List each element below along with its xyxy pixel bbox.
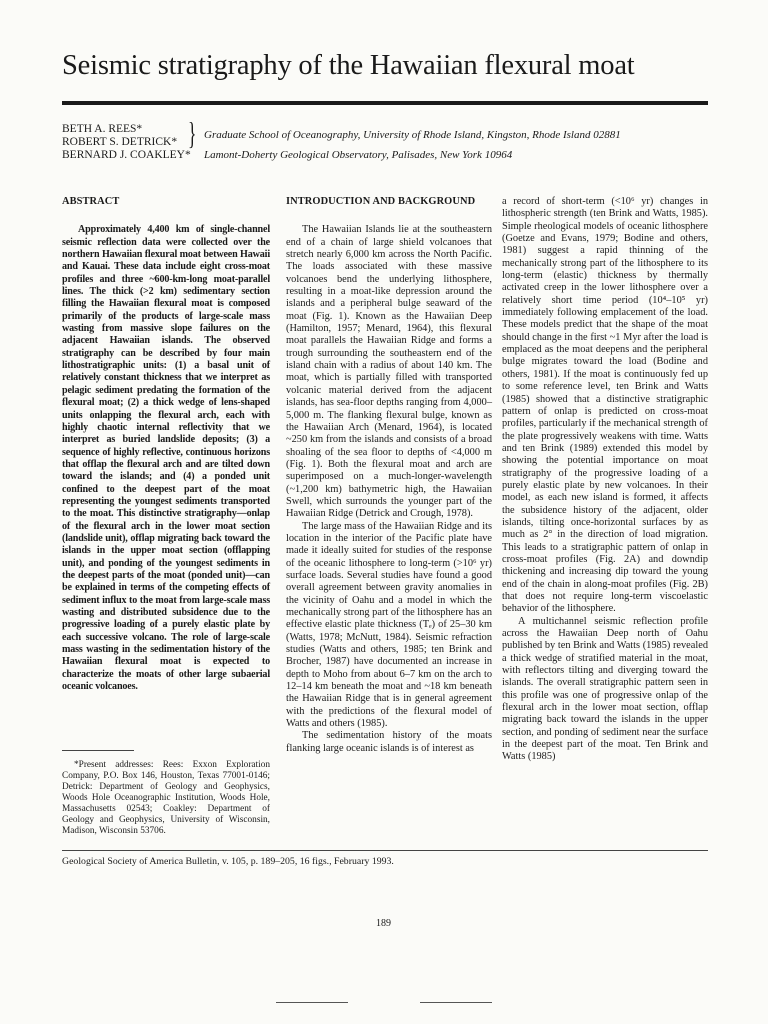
column3-paragraph: A multichannel seismic reflection profile across the Hawaiian Deep north of Oahu published by ten Brink and Watts (1985) revealed a thick wedge of stratified material in the moat, with reflectors tilting and diverging toward the islands. The overall stratigraphic pattern seen in this profile was one of progressive onlap of the flexural arch in the lower moat section, offlap migrating back toward the islands in the upper section, and ponding of sediment near the surface in the deepest part of the moat. Ten Brink and Watts (1985) [502,615,708,763]
author-names [62,123,202,162]
abstract-body: Approximately 4,400 km of single-channel seismic reflection data were collected over the northern Hawaiian flexural moat between Hawaii and Kauai. These data include eight cross-moat profiles and three ~600-km-long moat-parallel lines. The thick (>2 km) sedimentary section filling the Hawaiian flexural moat is composed primarily of the products of large-scale mass wasting from massive slope failures on the adjacent Hawaiian islands. The observed stratigraphy can be described by four main lithostratigraphic units: (1) a basal unit of relatively constant thickness that we interpret as pelagic sediment predating the formation of the flexural moat; (2) a thick wedge of lens-shaped units onlapping the flexural arch, each with highly chaotic internal reflectivity that we interpret as buried landslide deposits; (3) a sequence of highly reflective, continuous horizons that offlap the flexural arch and are tilted down toward the islands; and (4) a ponded unit confined to the deepest part of the moat representing the youngest sediments transported to the moat. This distinctive stratigraphy—onlap of the flexural arch in the lower moat section (landslide unit), offlap migrating back toward the islands in the upper moat section (offlapping unit), and ponding of the youngest sediments in the deepest parts of the moat (ponded unit)—can be explained in terms of the competing effects of sediment influx to the moat from large-scale mass wasting and distributed subsidence due to the progressive loading of a purely elastic plate by each successive volcano. The role of large-scale mass wasting in the sedimentation history of the Hawaiian flexural moat is expected to characterize the moats of other large subaerial oceanic volcanoes. [62,224,270,693]
abstract-heading: ABSTRACT [62,196,120,207]
author-name: ROBERT S. DETRICK* [62,136,178,148]
intro-paragraph: The large mass of the Hawaiian Ridge and its location in the interior of the Pacific plate have made it ideally suited for studies of the response of the oceanic lithosphere to long-term (>10⁶ yr) surface loads. Several studies have found a good overall agreement between gravity anomalies in the vicinity of Oahu and a model in which the mechanically strong part of the lithosphere has an effective elastic plate thickness (Tₑ) of 25–30 km (Watts, 1978; McNutt, 1984). Seismic refraction studies (Watts and others, 1985; ten Brink and Brocher, 1987) have documented an increase in depth to Moho from about 6–7 km on the arch to 12–14 km beneath the moat and ~18 km beneath the Hawaiian Ridge that is in general agreement with the predictions of the flexural model of Watts and others (1985). [286,520,492,730]
title-rule [62,101,708,105]
author-name: BERNARD J. COAKLEY* [62,149,191,161]
footnote [62,760,270,837]
bottom-rule [276,1002,348,1003]
column3-paragraph: a record of short-term (<10⁶ yr) changes in lithospheric strength (ten Brink and Watts, 1985). Simple rheological models of oceanic lithosphere (Goetze and Evans, 1979; Bodine and others, 1981) suggest a rapid thinning of the mechanically strong part of the lithosphere to its long-term (elastic) thickness by thermally activated creep in the lower lithosphere over a relatively short time period (10⁴–10⁵ yr) immediately following emplacement of the load. These models predict that the shape of the moat should change in the first ~1 Myr after the load is emplaced as the moat deepens and the peripheral bulge migrates toward the load (Bodine and others, 1981). If the moat is continuously fed up to some reference level, ten Brink and Watts (1985) showed that a distinctive stratigraphic pattern of onlap is predicted on cross-moat profiles, particularly if the mechanical strength of the plate progressively weakens with time. Watts and ten Brink (1989) extended this model by showing the potential importance on moat stratigraphy of the progressive loading of a purely elastic plate by new volcanoes. In their model, as each new island is formed, it affects the subsidence history of the adjacent, older islands, tilting once-horizontal surfaces by as much as 2° in the direction of load migration. This leads to a stratigraphic pattern of onlap in cross-moat profiles (Fig. 2A) and downdip thickening and increasing dip toward the young end of the chain in along-moat profiles (Fig. 2B) that does not require long-term viscoelastic behavior of the lithosphere. [502,196,708,615]
third-column [502,196,708,764]
abstract-column [62,196,270,693]
introduction-column [286,196,492,755]
introduction-heading: INTRODUCTION AND BACKGROUND [286,196,476,207]
footnote-text: *Present addresses: Rees: Exxon Exploration Company, P.O. Box 146, Houston, Texas 77001-0146; Detrick: Department of Geology and Geophysics, Woods Hole Oceanographic Institution, Woods Hole, Massachusetts 02543; Coakley: Department of Geology and Geophysics, University of Wisconsin, Madison, Wisconsin 53706. [62,760,270,836]
author-name: BETH A. REES* [62,123,143,135]
affiliation-uri: Graduate School of Oceanography, University of Rhode Island, Kingston, Rhode Island 02881 [204,129,621,141]
page-number: 189 [376,918,391,929]
journal-citation: Geological Society of America Bulletin, v. 105, p. 189–205, 16 figs., February 1993. [62,856,394,867]
article-title: Seismic stratigraphy of the Hawaiian flexural moat [62,50,635,81]
citation-rule [62,850,708,851]
affiliation-lamont: Lamont-Doherty Geological Observatory, Palisades, New York 10964 [204,149,513,161]
bottom-rule [420,1002,492,1003]
intro-paragraph: The Hawaiian Islands lie at the southeastern end of a chain of large shield volcanoes that stretch nearly 6,000 km across the North Pacific. The loads associated with these massive volcanoes bend the underlying lithosphere, resulting in a moat-like depression around the islands and a peripheral bulge seaward of the moat (Fig. 1). Known as the Hawaiian Deep (Hamilton, 1957; Menard, 1964), this flexural moat parallels the Hawaiian Ridge and forms a trough surrounding the southeastern end of the island chain with a radius of about 140 km. The moat, which is partially filled with transported volcanic material derived from the adjacent islands, has sea-floor depths ranging from 4,000–5,000 m. The flanking flexural bulge, known as the Hawaiian Arch (Menard, 1964), is located ~250 km from the islands and consists of a broad shoaling of the sea floor to depths of <4,000 m (Fig. 1). Both the flexural moat and arch are superimposed on a much-longer-wavelength (~1,200 km) bathymetric high, the Hawaiian Swell, which surrounds the younger part of the Hawaiian Ridge (Detrick and Crough, 1978). [286,224,492,520]
author-brace: } [188,115,197,151]
intro-paragraph: The sedimentation history of the moats flanking large oceanic islands is of interest as [286,730,492,754]
footnote-rule [62,750,134,751]
